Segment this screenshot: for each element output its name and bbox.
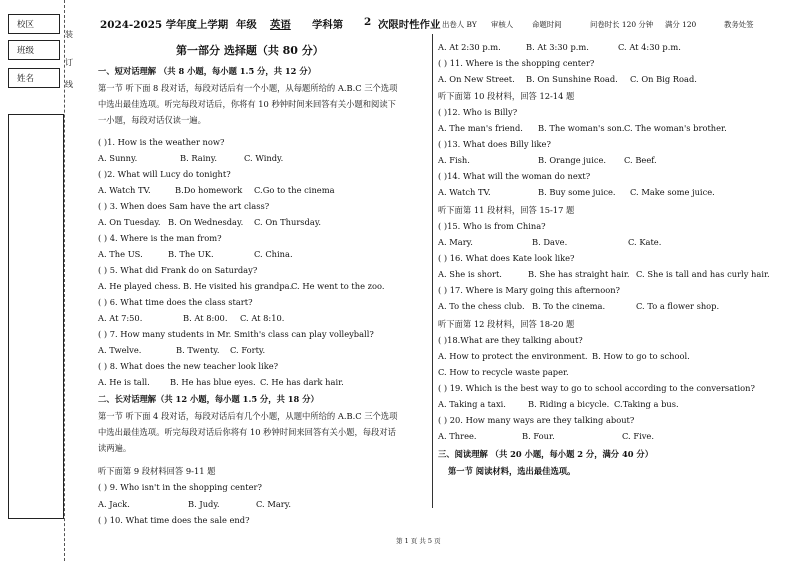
option-b: B.Do homework bbox=[175, 185, 243, 195]
option-a: A. He is tall. bbox=[98, 377, 150, 387]
q18-stem: ( )18.What are they talking about? bbox=[438, 335, 583, 345]
option-c: C. The woman's brother. bbox=[624, 123, 727, 133]
section2-title: 二、长对话理解（共 12 小题，每小题 1.5 分，共 18 分） bbox=[98, 394, 319, 404]
option-a: A. To the chess club. bbox=[438, 301, 525, 311]
option-c: C. At 8:10. bbox=[240, 313, 285, 323]
option-c: C. Make some juice. bbox=[630, 187, 715, 197]
full-score: 满分 120 bbox=[665, 20, 697, 29]
option-a: A. She is short. bbox=[438, 269, 502, 279]
q14-stem: ( )14. What will the woman do next? bbox=[438, 171, 591, 181]
option-b: B. He visited his grandpa. bbox=[183, 281, 293, 291]
option-b: B. Buy some juice. bbox=[538, 187, 616, 197]
grade-label: 年级 bbox=[236, 19, 257, 31]
class-field[interactable] bbox=[8, 40, 60, 60]
q2-stem: ( )2. What will Lucy do tonight? bbox=[98, 169, 231, 179]
option-c: C. Kate. bbox=[628, 237, 662, 247]
subject-label: 学科第 bbox=[312, 19, 344, 31]
option-c: C. Beef. bbox=[624, 155, 657, 165]
option-c: C. To a flower shop. bbox=[636, 301, 720, 311]
option-c: C. He has dark hair. bbox=[260, 377, 344, 387]
option-b: B. She has straight hair. bbox=[528, 269, 630, 279]
option-a: A. At 2:30 p.m. bbox=[438, 42, 501, 52]
section3-title: 三、阅读理解 （共 20 小题，每小题 2 分，满分 40 分） bbox=[438, 449, 654, 459]
subject-name: 英语 bbox=[270, 19, 291, 31]
name-label: 姓名 bbox=[17, 74, 35, 84]
option-c: C.Taking a bus. bbox=[614, 399, 679, 409]
q11-stem: ( ) 11. Where is the shopping center? bbox=[438, 58, 595, 68]
section1-intro: 一小题，每段对话仅读一遍。 bbox=[98, 115, 206, 125]
option-c: C. On Big Road. bbox=[630, 74, 697, 84]
q12-stem: ( )12. Who is Billy? bbox=[438, 107, 518, 117]
option-b: B. Judy. bbox=[188, 499, 220, 509]
option-b: B. To the cinema. bbox=[532, 301, 606, 311]
class-label: 班级 bbox=[17, 46, 35, 56]
option-a: A. On New Street. bbox=[438, 74, 515, 84]
section1-title: 一、短对话理解 （共 8 小题，每小题 1.5 分，共 12 分） bbox=[98, 66, 316, 76]
reviewer: 审核人 bbox=[491, 20, 514, 29]
option-b: B. On Wednesday. bbox=[168, 217, 244, 227]
option-a: A. Mary. bbox=[438, 237, 473, 247]
section3-subtitle: 第一节 阅读材料，选出最佳选项。 bbox=[448, 466, 576, 476]
section1-intro: 第一节 听下面 8 段对话，每段对话后有一个小题，从每题所给的 A.B.C 三个选项 bbox=[98, 83, 398, 93]
section2-intro: 第一节 听下面 4 段对话，每段对话后有几个小题，从题中所给的 A.B.C 三个选项 bbox=[98, 411, 398, 421]
q16-stem: ( ) 16. What does Kate look like? bbox=[438, 253, 575, 263]
name-field[interactable] bbox=[8, 68, 60, 88]
option-b: B. Four. bbox=[522, 431, 555, 441]
option-b: B. The UK. bbox=[168, 249, 214, 259]
q17-stem: ( ) 17. Where is Mary going this afternoon? bbox=[438, 285, 620, 295]
section2-intro: 中选出最佳选项。听完每段对话后你将有 10 秒钟时间来回答有关小题，每段对话 bbox=[98, 427, 396, 437]
option-b: B. Dave. bbox=[532, 237, 568, 247]
option-a: A. Sunny. bbox=[98, 153, 138, 163]
option-c: C.Go to the cinema bbox=[254, 185, 335, 195]
date-label: 命题时间 bbox=[532, 20, 562, 29]
page-footer: 第 1 页 共 5 页 bbox=[396, 537, 441, 545]
option-a: A. How to protect the environment. bbox=[438, 351, 588, 361]
option-b: B. Rainy. bbox=[180, 153, 217, 163]
option-a: A. At 7:50. bbox=[98, 313, 143, 323]
part-title: 第一部分 选择题（共 80 分） bbox=[176, 44, 324, 57]
option-b: B. How to go to school. bbox=[592, 351, 690, 361]
option-a: A. Twelve. bbox=[98, 345, 142, 355]
seat-box bbox=[8, 114, 64, 519]
option-c: C. Forty. bbox=[230, 345, 266, 355]
option-b: B. At 8:00. bbox=[183, 313, 228, 323]
binding-char-xian: 线 bbox=[65, 80, 73, 89]
option-a: A. Taking a taxi. bbox=[438, 399, 506, 409]
listen-instruction: 听下面第 12 段材料，回答 18-20 题 bbox=[438, 319, 575, 329]
q20-stem: ( ) 20. How many ways are they talking about? bbox=[438, 415, 635, 425]
test-name: 次限时性作业 bbox=[378, 19, 441, 31]
option-c: C. She is tall and has curly hair. bbox=[636, 269, 770, 279]
listen-instruction: 听下面第 11 段材料，回答 15-17 题 bbox=[438, 205, 575, 215]
section1-intro: 中选出最佳选项。听完每段对话后，你将有 10 秒钟时间来回答有关小题和阅读下 bbox=[98, 99, 396, 109]
option-c: C. He went to the zoo. bbox=[291, 281, 385, 291]
binding-char-ding: 订 bbox=[65, 58, 73, 67]
option-c: C. At 4:30 p.m. bbox=[618, 42, 681, 52]
option-b: B. Riding a bicycle. bbox=[528, 399, 610, 409]
campus-field[interactable] bbox=[8, 14, 60, 34]
column-divider bbox=[432, 34, 433, 508]
office-sign: 教务处签 bbox=[724, 20, 754, 29]
q4-stem: ( ) 4. Where is the man from? bbox=[98, 233, 222, 243]
listen-instruction: 听下面第 9 段材料回答 9-11 题 bbox=[98, 466, 216, 476]
listen-instruction: 听下面第 10 段材料，回答 12-14 题 bbox=[438, 91, 575, 101]
q8-stem: ( ) 8. What does the new teacher look like? bbox=[98, 361, 279, 371]
option-b: B. He has blue eyes. bbox=[170, 377, 256, 387]
duration: 问卷时长 120 分钟 bbox=[590, 20, 654, 29]
section2-intro: 读两遍。 bbox=[98, 443, 132, 453]
option-a: A. Watch TV. bbox=[438, 187, 491, 197]
option-a: A. Jack. bbox=[98, 499, 130, 509]
option-c: C. Windy. bbox=[244, 153, 284, 163]
option-b: B. On Sunshine Road. bbox=[526, 74, 618, 84]
option-c: C. Five. bbox=[622, 431, 654, 441]
test-number: 2 bbox=[364, 16, 372, 28]
author: 出卷人 BY bbox=[442, 20, 477, 29]
q3-stem: ( ) 3. When does Sam have the art class? bbox=[98, 201, 270, 211]
q7-stem: ( ) 7. How many students in Mr. Smith's class can play volleyball? bbox=[98, 329, 374, 339]
q19-stem: ( ) 19. Which is the best way to go to school according to the conversation? bbox=[438, 383, 755, 393]
option-c: C. China. bbox=[254, 249, 293, 259]
option-b: B. At 3:30 p.m. bbox=[526, 42, 589, 52]
option-b: B. Twenty. bbox=[176, 345, 220, 355]
option-c: C. How to recycle waste paper. bbox=[438, 367, 569, 377]
q9-stem: ( ) 9. Who isn't in the shopping center? bbox=[98, 482, 262, 492]
option-a: A. Three. bbox=[438, 431, 477, 441]
q6-stem: ( ) 6. What time does the class start? bbox=[98, 297, 253, 307]
q13-stem: ( )13. What does Billy like? bbox=[438, 139, 551, 149]
option-a: A. The man's friend. bbox=[438, 123, 523, 133]
option-b: B. Orange juice. bbox=[538, 155, 607, 165]
q10-stem: ( ) 10. What time does the sale end? bbox=[98, 515, 250, 525]
binding-char-zhuang: 装 bbox=[65, 30, 73, 39]
binding-margin bbox=[0, 0, 94, 561]
option-a: A. Fish. bbox=[438, 155, 470, 165]
option-b: B. The woman's son. bbox=[538, 123, 625, 133]
option-a: A. The US. bbox=[98, 249, 143, 259]
q1-stem: ( )1. How is the weather now? bbox=[98, 137, 225, 147]
q15-stem: ( )15. Who is from China? bbox=[438, 221, 546, 231]
campus-label: 校区 bbox=[17, 20, 35, 30]
option-a: A. On Tuesday. bbox=[98, 217, 161, 227]
q5-stem: ( ) 5. What did Frank do on Saturday? bbox=[98, 265, 258, 275]
option-c: C. Mary. bbox=[256, 499, 291, 509]
option-c: C. On Thursday. bbox=[254, 217, 322, 227]
school-year: 2024-2025 学年度上学期 bbox=[100, 19, 229, 31]
option-a: A. Watch TV. bbox=[98, 185, 151, 195]
option-a: A. He played chess. bbox=[98, 281, 181, 291]
